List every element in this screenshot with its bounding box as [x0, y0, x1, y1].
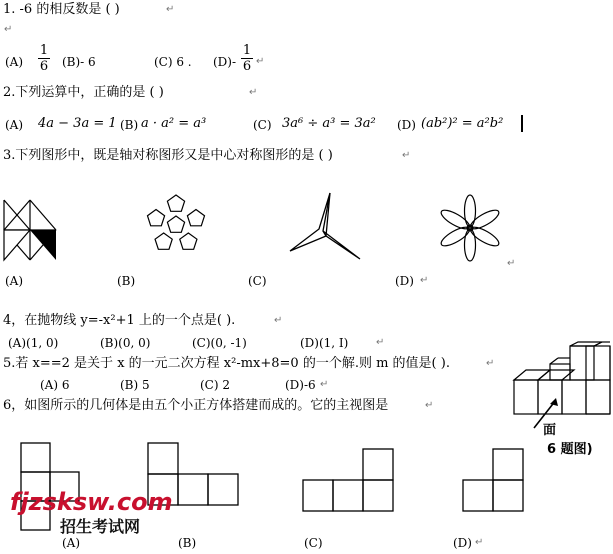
q1-option-d-fraction — [241, 43, 253, 74]
paragraph-mark-icon: ↵ — [425, 400, 434, 411]
q3-label-a: (A) — [5, 274, 24, 288]
q2-option-d-expr: (ab²)² = a²b² — [421, 116, 504, 131]
q2-option-c-label: (C) — [253, 118, 272, 132]
q1-stem: 1. -6 的相反数是 ( ) — [3, 2, 120, 17]
paragraph-mark-icon: ↵ — [475, 537, 484, 548]
q2-stem: 2.下列运算中，正确的是 ( ) — [3, 85, 164, 100]
q5-option-d: (D)-6 — [285, 378, 316, 392]
paragraph-mark-icon: ↵ — [4, 24, 13, 35]
q6-figure-caption-front: 面 — [543, 423, 557, 438]
q4-option-c: (C)(0, -1) — [192, 336, 247, 350]
q6-option-d-view — [462, 448, 524, 512]
paragraph-mark-icon: ↵ — [507, 258, 516, 269]
text-cursor — [521, 115, 523, 132]
q4-stem: 4，在抛物线 y=-x²+1 上的一个点是( ). — [3, 313, 236, 328]
paragraph-mark-icon: ↵ — [249, 87, 258, 98]
watermark-tagline: 招生考试网 — [60, 517, 141, 536]
watermark-site: fjzsksw.com — [10, 488, 173, 516]
q3-label-b: (B) — [117, 274, 136, 288]
q2-option-a-expr: 4a − 3a = 1 — [38, 116, 117, 131]
q3-label-c: (C) — [248, 274, 267, 288]
q6-cube-stack-figure — [512, 342, 612, 422]
q4-option-a: (A)(1, 0) — [8, 336, 59, 350]
q1-d-denominator: 6 — [242, 59, 252, 74]
q1-option-b: (B)- 6 — [62, 55, 96, 69]
q6-label-b: (B) — [178, 536, 197, 550]
q6-label-d: (D) — [453, 536, 472, 550]
q6-stem: 6，如图所示的几何体是由五个小正方体搭建而成的。它的主视图是 — [3, 398, 389, 413]
paragraph-mark-icon: ↵ — [256, 56, 265, 67]
q1-option-d-label: (D)- — [213, 55, 237, 69]
q2-option-d-label: (D) — [397, 118, 416, 132]
paragraph-mark-icon: ↵ — [420, 275, 429, 286]
q2-option-b-expr: a · a² = a³ — [141, 116, 207, 131]
q3-figure-c-tristar — [288, 191, 364, 263]
paragraph-mark-icon: ↵ — [166, 4, 175, 15]
q1-option-c: (C) 6 . — [154, 55, 192, 69]
q5-option-a: (A) 6 — [40, 378, 70, 392]
q5-option-c: (C) 2 — [200, 378, 230, 392]
q1-a-numerator: 1 — [39, 43, 49, 58]
q1-option-a-label: (A) — [5, 55, 24, 69]
q3-figure-b-pentagons — [143, 192, 209, 258]
paragraph-mark-icon: ↵ — [274, 315, 283, 326]
q6-option-c-view — [302, 448, 395, 512]
q6-label-c: (C) — [304, 536, 323, 550]
q6-label-a: (A) — [62, 536, 81, 550]
q4-option-d: (D)(1, I) — [300, 336, 349, 350]
q5-option-b: (B) 5 — [120, 378, 150, 392]
q1-a-denominator: 6 — [39, 59, 49, 74]
watermark-logo — [10, 488, 173, 537]
q2-option-a-label: (A) — [5, 118, 24, 132]
q6-figure-caption-number: 6 题图) — [547, 442, 593, 457]
q3-stem: 3.下列图形中，既是轴对称图形又是中心对称图形的是 ( ) — [3, 148, 333, 163]
paragraph-mark-icon: ↵ — [486, 358, 495, 369]
q3-figure-d-flower — [438, 192, 502, 264]
q2-option-c-expr: 3a⁶ ÷ a³ = 3a² — [282, 116, 376, 131]
q5-stem: 5.若 x==2 是关于 x 的一元二次方程 x²-mx+8=0 的一个解.则 m 的值是( ). — [3, 356, 450, 371]
q1-option-a-fraction — [38, 43, 50, 74]
paragraph-mark-icon: ↵ — [376, 337, 385, 348]
q1-d-numerator: 1 — [242, 43, 252, 58]
q3-label-d: (D) — [395, 274, 414, 288]
q4-option-b: (B)(0, 0) — [100, 336, 151, 350]
paragraph-mark-icon: ↵ — [402, 150, 411, 161]
paragraph-mark-icon: ↵ — [320, 379, 329, 390]
q3-figure-a-pinwheel — [2, 198, 58, 262]
q2-option-b-label: (B) — [120, 118, 139, 132]
